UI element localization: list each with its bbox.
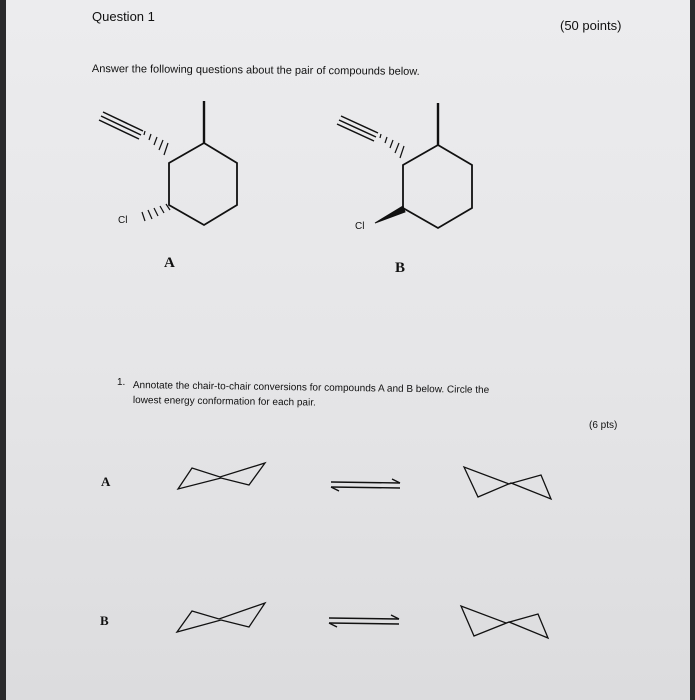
structures-drawing xyxy=(6,0,690,700)
compound-a-cl-label: Cl xyxy=(118,215,128,226)
item-number: 1. xyxy=(117,377,126,388)
chair-a-left xyxy=(178,463,265,489)
item-points: (6 pts) xyxy=(589,420,618,431)
compound-b-wedge-bond-cl xyxy=(375,206,405,223)
compound-b-cl-label: Cl xyxy=(355,221,365,232)
compound-a-ring xyxy=(169,143,237,225)
compound-b-ring xyxy=(403,145,472,228)
compound-a-alkyne xyxy=(99,112,143,139)
compound-a-hashed-bond-alkyne xyxy=(144,131,168,155)
equilibrium-arrow-b xyxy=(329,615,399,627)
compound-b-structure xyxy=(337,103,472,228)
question-title: Question 1 xyxy=(92,9,155,24)
compound-b-label: B xyxy=(395,260,406,276)
compound-a-hashed-bond-cl xyxy=(142,204,170,221)
compound-a-structure xyxy=(99,101,237,225)
item-instruction-line2: lowest energy conformation for each pair. xyxy=(132,395,316,409)
chair-row-b xyxy=(177,603,548,638)
chair-row-a-label: A xyxy=(101,474,111,489)
question-intro: Answer the following questions about the pair of compounds below. xyxy=(91,63,420,78)
chair-b-right xyxy=(461,606,548,638)
equilibrium-arrow-a xyxy=(331,479,400,491)
chair-b-left xyxy=(177,603,265,632)
compound-b-hashed-bond-alkyne xyxy=(380,134,404,158)
compound-b-alkyne xyxy=(337,116,378,141)
compound-a-label: A xyxy=(164,255,175,271)
chair-a-right xyxy=(464,467,551,499)
chair-row-a xyxy=(178,463,551,499)
chair-row-b-label: B xyxy=(100,613,109,628)
worksheet-page xyxy=(6,0,690,700)
question-points: (50 points) xyxy=(560,18,622,33)
item-instruction-line1: Annotate the chair-to-chair conversions for compounds A and B below. Circle the xyxy=(132,380,490,396)
